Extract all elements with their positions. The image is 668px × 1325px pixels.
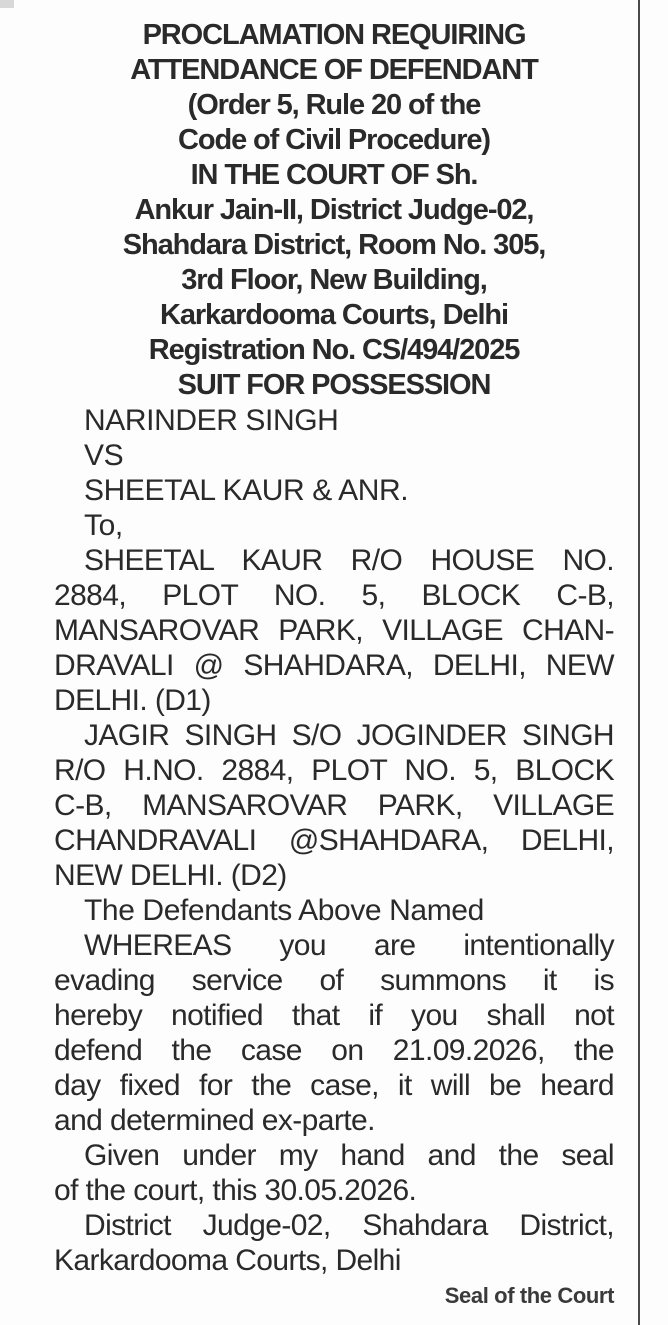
whereas-paragraph (54, 928, 614, 1138)
body-line: Given under my hand and the seal (84, 1139, 614, 1172)
header-line: (Order 5, Rule 20 of the (187, 89, 481, 121)
signature-line: District Judge-02, Shahdara District, (84, 1209, 614, 1242)
address-line: R/O H.NO. 2884, PLOT NO. 5, BLOCK (54, 754, 614, 787)
defendant-2-address (54, 718, 614, 893)
notice-header (54, 18, 614, 403)
salutation: To, (84, 509, 123, 542)
body-line: day fixed for the case, it will be heard (54, 1069, 614, 1102)
signature-block (54, 1208, 614, 1278)
body-line: and determined ex-parte. (54, 1104, 375, 1137)
header-line: Shahdara District, Room No. 305, (122, 229, 546, 261)
defendant-1-address (54, 543, 614, 718)
address-line: NEW DELHI. (D2) (54, 859, 287, 892)
seal-of-court: Seal of the Court (444, 1283, 614, 1308)
body-line: hereby notified that if you shall not (54, 999, 614, 1032)
header-line: IN THE COURT OF Sh. (190, 159, 478, 191)
body-line: evading service of summons it is (54, 964, 614, 997)
body-line: WHEREAS you are intentionally (84, 929, 614, 962)
body-line: defend the case on 21.09.2026, the (54, 1034, 614, 1067)
header-line: Karkardooma Courts, Delhi (160, 299, 508, 331)
plaintiff-name: NARINDER SINGH (84, 404, 339, 437)
signature-line: Karkardooma Courts, Delhi (54, 1244, 401, 1277)
body-line: of the court, this 30.05.2026. (54, 1174, 417, 1207)
top-left-rule (0, 0, 14, 8)
header-line: ATTENDANCE OF DEFENDANT (130, 54, 538, 86)
legal-notice (54, 18, 614, 1278)
defendants-short: SHEETAL KAUR & ANR. (84, 474, 409, 507)
addressed-line: The Defendants Above Named (84, 894, 484, 927)
versus-label: VS (84, 439, 124, 472)
address-line: CHANDRAVALI @SHAHDARA, DELHI, (54, 824, 614, 857)
header-line: Ankur Jain-II, District Judge-02, (134, 194, 534, 226)
address-line: MANSAROVAR PARK, VILLAGE CHAN- (54, 614, 614, 647)
header-line: Registration No. CS/494/2025 (148, 334, 520, 366)
address-line: SHEETAL KAUR R/O HOUSE NO. (84, 544, 614, 577)
address-line: DRAVALI @ SHAHDARA, DELHI, NEW (54, 649, 614, 682)
address-line: DELHI. (D1) (54, 684, 211, 717)
header-line: SUIT FOR POSSESSION (177, 369, 491, 401)
address-line: C-B, MANSAROVAR PARK, VILLAGE (54, 789, 614, 822)
header-line: Code of Civil Procedure) (178, 124, 490, 156)
given-paragraph (54, 1138, 614, 1208)
address-line: JAGIR SINGH S/O JOGINDER SINGH (84, 719, 614, 752)
address-line: 2884, PLOT NO. 5, BLOCK C-B, (54, 579, 614, 612)
header-line: PROCLAMATION REQUIRING (142, 19, 526, 51)
column-rule (638, 0, 640, 1325)
header-line: 3rd Floor, New Building, (181, 264, 487, 296)
